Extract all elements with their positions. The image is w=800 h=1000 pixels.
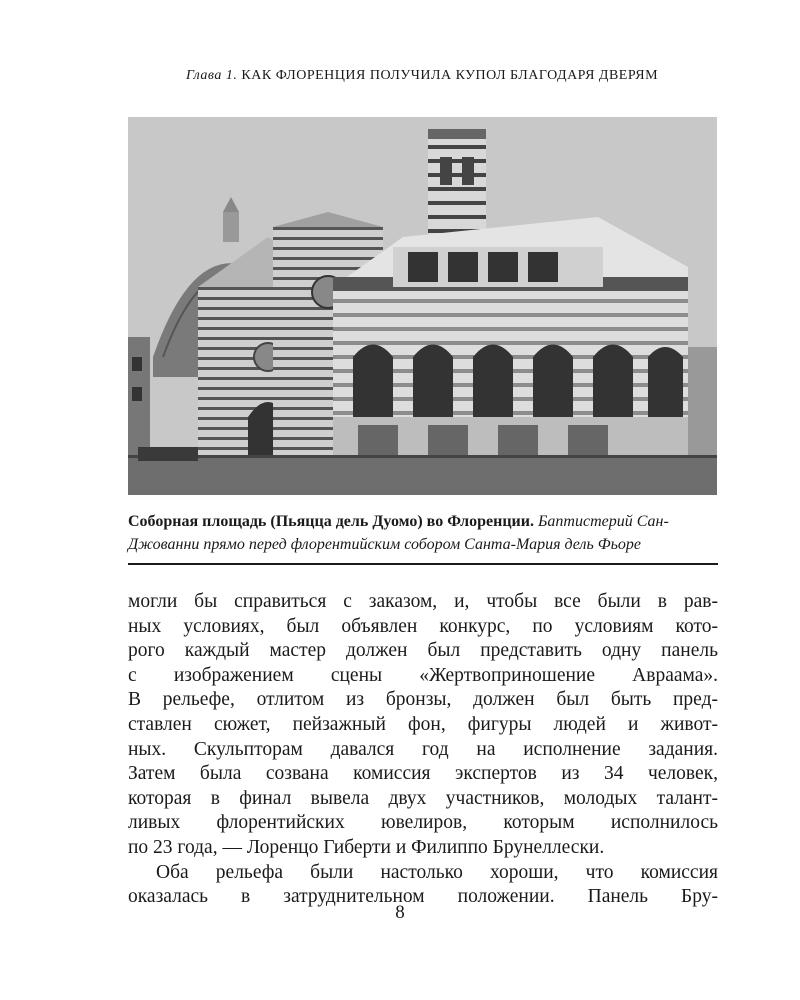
- caption-description: Баптистерий Сан-Джованни прямо перед флорентийским собором Санта-Мария дель Фьоре: [128, 513, 669, 553]
- text-line: с изображением сцены «Жертвоприношение Авраама».: [128, 664, 718, 686]
- text-line: рого каждый мастер должен был представить одну панель: [128, 640, 718, 662]
- running-head: [128, 68, 716, 84]
- text-line: ных условиях, был объявлен конкурс, по условиям кото-: [128, 615, 718, 637]
- text-line: ставлен сюжет, пейзажный фон, фигуры людей и живот-: [128, 713, 718, 735]
- cathedral-illustration: [128, 117, 717, 495]
- caption-title: Соборная площадь (Пьяцца дель Дуомо) во Флоренции.: [128, 513, 534, 530]
- text-line: по 23 года, — Лоренцо Гиберти и Филиппо Брунеллески.: [128, 836, 605, 858]
- text-line: ливых флорентийских ювелиров, которым исполнилось: [128, 812, 718, 834]
- text-line: оказалась в затруднительном положении. Панель Бру-: [128, 886, 718, 908]
- caption-divider: [128, 563, 718, 565]
- body-text: [128, 590, 718, 910]
- text-line: которая в финал вывела двух участников, молодых талант-: [128, 787, 718, 809]
- cathedral-photo: [128, 117, 717, 495]
- figure-caption: [128, 510, 718, 556]
- text-line: В рельефе, отлитом из бронзы, должен был быть пред-: [128, 689, 718, 711]
- text-line: Оба рельефа были настолько хороши, что комиссия: [156, 861, 718, 883]
- text-line: Затем была созвана комиссия экспертов из 34 человек,: [128, 763, 718, 785]
- chapter-title: КАК ФЛОРЕНЦИЯ ПОЛУЧИЛА КУПОЛ БЛАГОДАРЯ ДВЕРЯМ: [241, 68, 659, 83]
- chapter-label: Глава 1.: [185, 68, 238, 83]
- page-number: 8: [395, 902, 405, 923]
- text-line: ных. Скульпторам давался год на исполнение задания.: [128, 738, 718, 760]
- text-line: могли бы справиться с заказом, и, чтобы все были в рав-: [128, 591, 718, 612]
